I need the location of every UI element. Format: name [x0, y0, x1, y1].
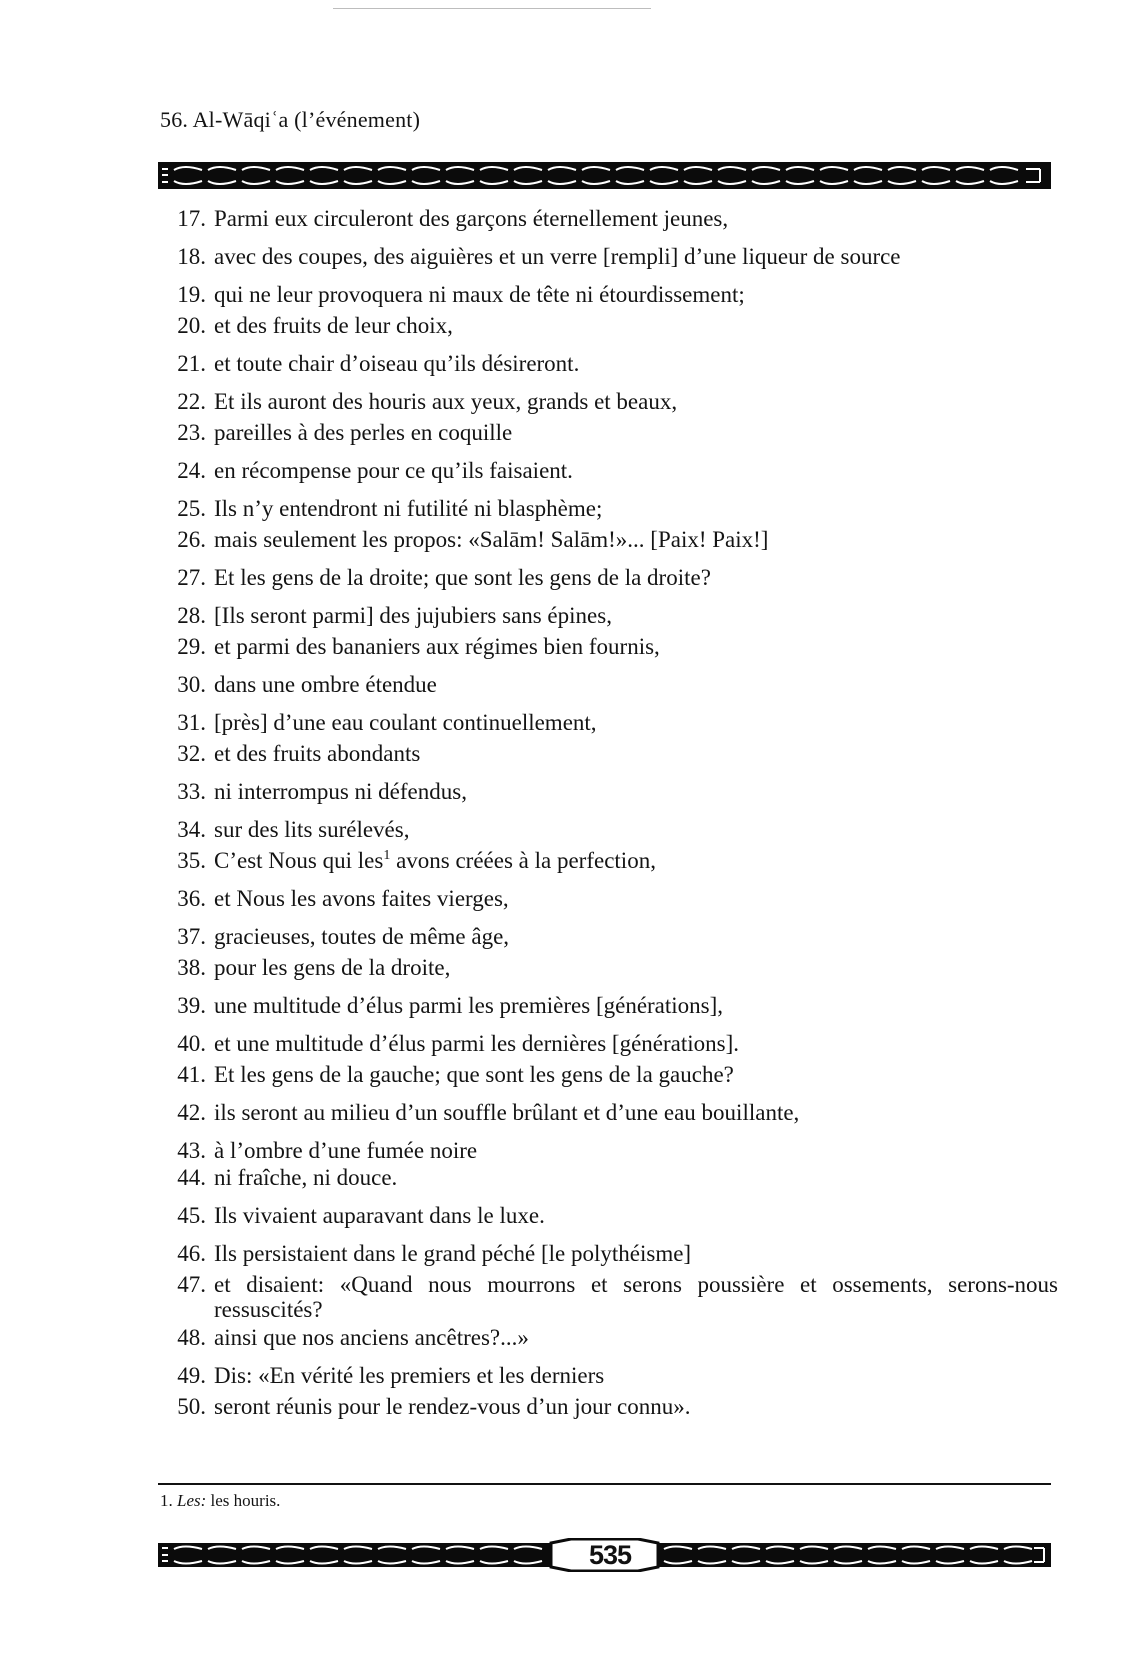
verse-text: [près] d’une eau coulant continuellement,	[214, 710, 597, 735]
verse-36	[158, 883, 1058, 914]
verse-number: 26.	[177, 527, 206, 552]
verse-number: 39.	[177, 993, 206, 1018]
verse-text: [Ils seront parmi] des jujubiers sans épines,	[214, 603, 612, 628]
verse-20	[158, 310, 1058, 341]
verse-text: et toute chair d’oiseau qu’ils désireront.	[214, 351, 580, 376]
page-number: 535	[588, 1540, 632, 1570]
verse-number: 48.	[177, 1325, 206, 1350]
verse-49	[158, 1360, 1058, 1391]
verse-text: Ils n’y entendront ni futilité ni blasphème;	[214, 496, 603, 521]
footnote-reference[interactable]: 1	[383, 848, 391, 863]
verse-text: qui ne leur provoquera ni maux de tête ni étourdissement;	[214, 282, 745, 307]
verse-39	[158, 990, 1058, 1021]
verse-text: ainsi que nos anciens ancêtres?...»	[214, 1325, 529, 1350]
verse-number: 24.	[177, 458, 206, 483]
verse-number: 21.	[177, 351, 206, 376]
verse-37	[158, 921, 1058, 952]
page-header: 56. Al-Wāqiʿa (l’événement)	[160, 107, 421, 132]
verse-27	[158, 562, 1058, 593]
verse-number: 41.	[177, 1062, 206, 1087]
footnote-term: Les:	[177, 1491, 207, 1510]
verse-number: 38.	[177, 955, 206, 980]
verse-number: 32.	[177, 741, 206, 766]
verse-text: et parmi des bananiers aux régimes bien fournis,	[214, 634, 660, 659]
verse-21	[158, 348, 1058, 379]
verse-number: 33.	[177, 779, 206, 804]
verse-number: 43.	[177, 1138, 206, 1163]
verse-text: et des fruits de leur choix,	[214, 313, 453, 338]
verse-26	[158, 524, 1058, 555]
verse-22	[158, 386, 1058, 417]
verse-42	[158, 1097, 1058, 1128]
verse-number: 17.	[177, 206, 206, 231]
verse-number: 22.	[177, 389, 206, 414]
footnote-text: les houris.	[206, 1491, 281, 1510]
verse-33	[158, 776, 1058, 807]
verse-number: 46.	[177, 1241, 206, 1266]
verse-41	[158, 1059, 1058, 1090]
verse-number: 36.	[177, 886, 206, 911]
verse-number: 18.	[177, 244, 206, 269]
verse-text: et une multitude d’élus parmi les dernières [générations].	[214, 1031, 739, 1056]
verse-text: sur des lits surélevés,	[214, 817, 410, 842]
verse-number: 19.	[177, 282, 206, 307]
footnote	[160, 1491, 280, 1511]
verse-38	[158, 952, 1058, 983]
verse-text: et disaient: «Quand nous mourrons et serons poussière et ossements, serons-nous ressuscités?	[214, 1272, 1058, 1322]
verse-number: 37.	[177, 924, 206, 949]
verse-text: Ils persistaient dans le grand péché [le polythéisme]	[214, 1241, 692, 1266]
verse-17	[158, 203, 1058, 234]
footnote-marker: 1.	[160, 1491, 173, 1510]
verse-list	[158, 203, 1058, 1422]
verse-number: 29.	[177, 634, 206, 659]
verse-29	[158, 631, 1058, 662]
verse-45	[158, 1200, 1058, 1231]
verse-number: 44.	[177, 1165, 206, 1190]
verse-number: 50.	[177, 1394, 206, 1419]
verse-number: 42.	[177, 1100, 206, 1125]
verse-18	[158, 241, 1058, 272]
verse-text: pareilles à des perles en coquille	[214, 420, 513, 445]
footnote-rule	[158, 1483, 1051, 1485]
verse-text: ils seront au milieu d’un souffle brûlant et d’une eau bouillante,	[214, 1100, 800, 1125]
verse-text: Et les gens de la droite; que sont les gens de la droite?	[214, 565, 711, 590]
verse-50	[158, 1391, 1058, 1422]
verse-number: 25.	[177, 496, 206, 521]
verse-44	[158, 1162, 1058, 1193]
verse-text	[214, 845, 1058, 876]
verse-34	[158, 814, 1058, 845]
verse-text: et Nous les avons faites vierges,	[214, 886, 509, 911]
verse-text: gracieuses, toutes de même âge,	[214, 924, 510, 949]
verse-text: Et les gens de la gauche; que sont les gens de la gauche?	[214, 1062, 734, 1087]
verse-31	[158, 707, 1058, 738]
verse-text: avec des coupes, des aiguières et un verre [rempli] d’une liqueur de source	[214, 244, 901, 269]
verse-47	[158, 1272, 1058, 1322]
top-rule	[333, 8, 651, 9]
verse-number: 35.	[177, 848, 206, 873]
verse-text: pour les gens de la droite,	[214, 955, 451, 980]
verse-number: 27.	[177, 565, 206, 590]
verse-text: Dis: «En vérité les premiers et les derniers	[214, 1363, 605, 1388]
verse-number: 20.	[177, 313, 206, 338]
verse-32	[158, 738, 1058, 769]
verse-28	[158, 600, 1058, 631]
verse-text: une multitude d’élus parmi les premières [générations],	[214, 993, 724, 1018]
verse-number: 47.	[177, 1272, 206, 1297]
verse-35	[158, 845, 1058, 876]
decorative-band-top	[158, 162, 1051, 189]
verse-number: 31.	[177, 710, 206, 735]
verse-23	[158, 417, 1058, 448]
verse-text: en récompense pour ce qu’ils faisaient.	[214, 458, 573, 483]
verse-text-before: C’est Nous qui les	[214, 848, 384, 873]
verse-number: 45.	[177, 1203, 206, 1228]
verse-text: ni fraîche, ni douce.	[214, 1165, 398, 1190]
verse-number: 28.	[177, 603, 206, 628]
verse-text: et des fruits abondants	[214, 741, 421, 766]
verse-text: Parmi eux circuleront des garçons éternellement jeunes,	[214, 206, 729, 231]
verse-19	[158, 279, 1058, 310]
verse-number: 40.	[177, 1031, 206, 1056]
verse-text: Et ils auront des houris aux yeux, grands et beaux,	[214, 389, 678, 414]
verse-text: mais seulement les propos: «Salām! Salām!»... [Paix! Paix!]	[214, 527, 769, 552]
verse-number: 23.	[177, 420, 206, 445]
verse-text-after: avons créées à la perfection,	[390, 848, 656, 873]
verse-text: dans une ombre étendue	[214, 672, 437, 697]
verse-48	[158, 1322, 1058, 1353]
verse-text: ni interrompus ni défendus,	[214, 779, 467, 804]
verse-25	[158, 493, 1058, 524]
verse-text: Ils vivaient auparavant dans le luxe.	[214, 1203, 545, 1228]
verse-number: 30.	[177, 672, 206, 697]
verse-number: 49.	[177, 1363, 206, 1388]
verse-46	[158, 1238, 1058, 1269]
verse-number: 34.	[177, 817, 206, 842]
verse-30	[158, 669, 1058, 700]
verse-text: à l’ombre d’une fumée noire	[214, 1138, 478, 1163]
verse-text: seront réunis pour le rendez-vous d’un jour connu».	[214, 1394, 691, 1419]
verse-24	[158, 455, 1058, 486]
verse-40	[158, 1028, 1058, 1059]
